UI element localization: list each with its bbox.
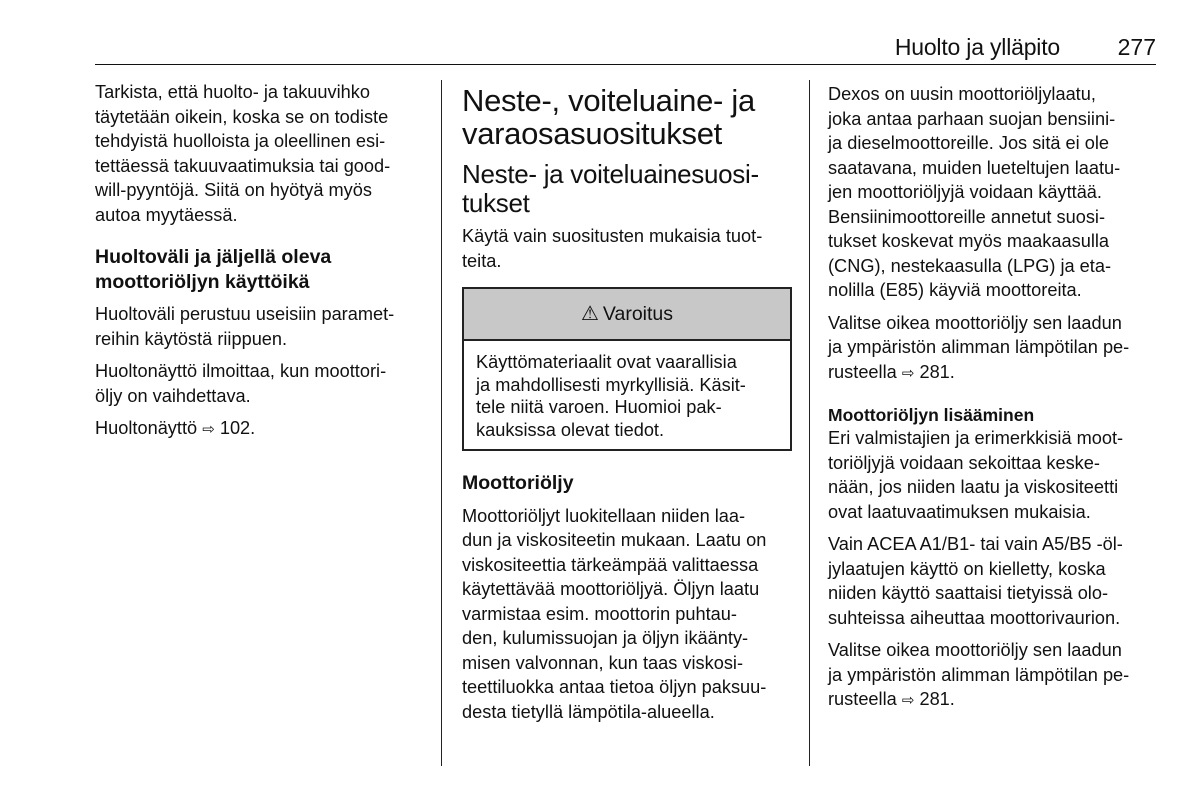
page-reference[interactable]: 281. bbox=[919, 361, 955, 382]
paragraph: Eri valmistajien ja erimerkkisiä moot- toriöljyjä voidaan sekoittaa keske- nään, jos niiden laatu ja viskositeetti ovat laatuvaatimuksen mukaisia. bbox=[828, 428, 1124, 522]
paragraph: Vain ACEA A1/B1- tai vain A5/B5 -öl- jylaatujen käyttö on kielletty, koska niiden käyttö saattaisi tietyissä olo- suhteissa aiheuttaa moottorivaurion. bbox=[828, 534, 1123, 628]
column-right bbox=[828, 82, 1158, 722]
paragraph: Valitse oikea moottoriöljy sen laadun ja ympäristön alimman lämpötilan pe- rusteella ⇨ 281. bbox=[828, 640, 1130, 709]
page-reference-arrow-icon: ⇨ bbox=[901, 364, 915, 382]
paragraph: Huoltonäyttö ilmoittaa, kun moottori- öljy on vaihdettava. bbox=[95, 361, 387, 406]
intro-paragraph: Tarkista, että huolto- ja takuuvihko täytetään oikein, koska se on todiste tehdyistä huolloista ja oleellinen esi- tettäessä takuuvaatimuksia tai good- will-pyyntöjä. Siitä on hyötyä myös autoa myytäessä. bbox=[95, 82, 391, 225]
paragraph: Käytä vain suositusten mukaisia tuot- teita. bbox=[462, 226, 763, 271]
page-reference[interactable]: 102. bbox=[219, 418, 256, 438]
paragraph: Huoltoväli perustuu useisiin paramet- reihin käytöstä riippuen. bbox=[95, 304, 395, 349]
column-middle bbox=[462, 80, 792, 732]
engine-oil-heading: Moottoriöljy bbox=[462, 472, 574, 494]
service-interval-heading: Huoltoväli ja jäljellä oleva moottoriöljyn käyttöikä bbox=[95, 246, 332, 293]
page-header bbox=[95, 30, 1156, 65]
paragraph: Huoltonäyttö ⇨ 102. bbox=[95, 418, 256, 438]
warning-title: Varoitus bbox=[602, 302, 674, 325]
chapter-heading: Neste-, voiteluaine- ja varaosasuositukset bbox=[462, 83, 755, 151]
page-reference-arrow-icon: ⇨ bbox=[901, 692, 915, 709]
adding-oil-heading: Moottoriöljyn lisääminen bbox=[828, 405, 1035, 425]
paragraph: Valitse oikea moottoriöljy sen laadun ja ympäristön alimman lämpötilan pe- rusteella ⇨ 281. bbox=[828, 312, 1130, 382]
paragraph: Dexos on uusin moottoriöljylaatu, joka antaa parhaan suojan bensiini- ja dieselmoottoreille. Jos sitä ei ole saatavana, muiden lueteltujen laatu- jen moottoriöljyjä voidaan käyttää. Bensiinimoottoreille annetut suosi- tukset koskevat myös maakaasulla (CNG), nestekaasulla (LPG) ja eta- nolilla (E85) käyviä moottoreita. bbox=[828, 84, 1121, 300]
column-left bbox=[95, 80, 427, 451]
page-number: 277 bbox=[1117, 34, 1156, 60]
warning-header bbox=[464, 289, 790, 341]
warning-triangle-icon: ⚠ bbox=[580, 302, 599, 325]
section-heading: Neste- ja voiteluainesuosi- tukset bbox=[462, 159, 759, 218]
warning-text: Käyttömateriaalit ovat vaarallisia ja mahdollisesti myrkyllisiä. Käsit- tele niitä varoen. Huomioi pak- kauksissa olevat tiedot. bbox=[476, 352, 746, 440]
page-reference-arrow-icon: ⇨ bbox=[202, 421, 215, 438]
warning-box bbox=[462, 287, 792, 451]
column-divider bbox=[441, 80, 442, 766]
section-title: Huolto ja ylläpito bbox=[894, 34, 1060, 60]
page-reference[interactable]: 281. bbox=[919, 689, 955, 709]
paragraph: Moottoriöljyt luokitellaan niiden laa- dun ja viskositeetin mukaan. Laatu on viskositeettia tärkeämpää valittaessa käytettävää moottoriöljyä. Öljyn laatu varmistaa esim. moottorin puhtau- den, kulumissuojan ja öljyn ikäänty- misen valvonnan, kun taas viskosi- teettiluokka antaa tietoa öljyn paksuu- desta tietyllä lämpötila-alueella. bbox=[462, 505, 767, 722]
column-divider bbox=[809, 80, 810, 766]
